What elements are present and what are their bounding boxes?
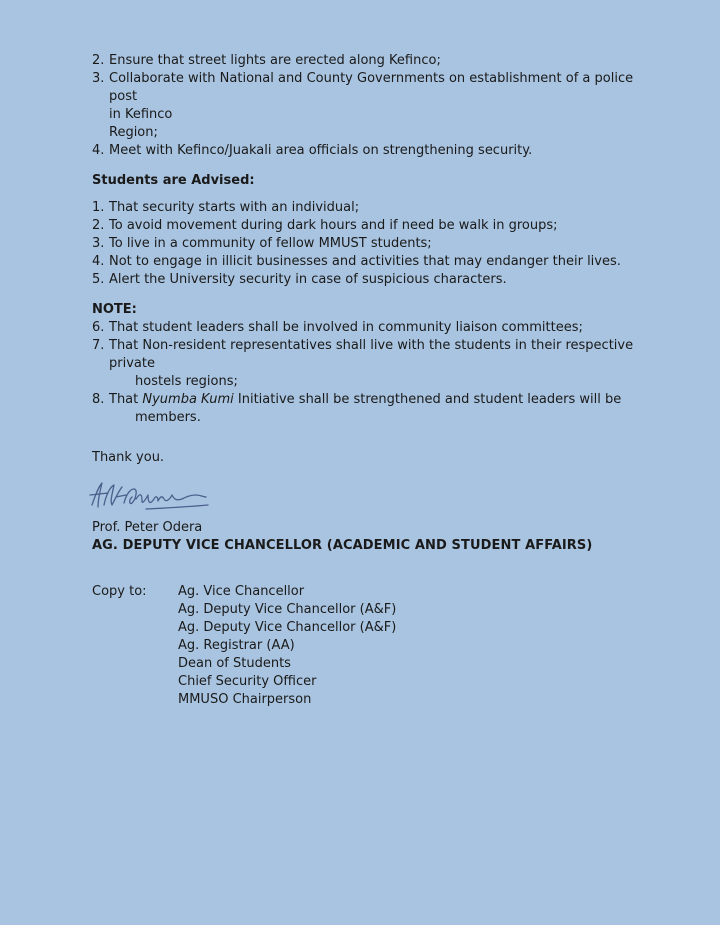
item-number: 3.	[92, 236, 105, 251]
item-text-italic: Nyumba Kumi	[142, 392, 234, 407]
list-item	[92, 271, 660, 289]
item-number: 2.	[92, 53, 105, 68]
list-item	[92, 391, 660, 427]
item-text: That security starts with an individual;	[109, 200, 360, 215]
copy-recipient: Dean of Students	[178, 656, 291, 671]
copy-to-label: Copy to:	[92, 584, 147, 599]
item-text-post: Initiative shall be strengthened and student leaders will be	[233, 392, 622, 407]
list-item	[92, 70, 660, 142]
advice-list	[92, 199, 660, 289]
note-heading: NOTE:	[92, 302, 137, 317]
item-number: 5.	[92, 272, 105, 287]
signature-image	[86, 475, 216, 515]
item-number: 4.	[92, 143, 105, 158]
letter-body	[92, 52, 660, 709]
list-item	[92, 253, 660, 271]
signer-title: AG. DEPUTY VICE CHANCELLOR (ACADEMIC AND STUDENT AFFAIRS)	[92, 538, 593, 553]
item-text-line: That Non-resident representatives shall live with the students in their respective private	[109, 338, 634, 371]
item-text: Meet with Kefinco/Juakali area officials on strengthening security.	[109, 143, 533, 158]
list-item	[92, 235, 660, 253]
copy-recipient: Chief Security Officer	[178, 674, 317, 689]
list-item	[92, 217, 660, 235]
signer-name: Prof. Peter Odera	[92, 520, 203, 535]
item-text: To avoid movement during dark hours and if need be walk in groups;	[109, 218, 558, 233]
item-text: Ensure that street lights are erected along Kefinco;	[109, 53, 441, 68]
copy-recipient: Ag. Vice Chancellor	[178, 584, 305, 599]
list-item	[92, 52, 660, 70]
list-item	[92, 319, 660, 337]
item-number: 2.	[92, 218, 105, 233]
item-text-line: in Kefinco	[109, 107, 173, 122]
item-number: 1.	[92, 200, 105, 215]
copy-recipient: MMUSO Chairperson	[178, 692, 312, 707]
note-list	[92, 319, 660, 427]
item-number: 7.	[92, 338, 105, 353]
item-text: To live in a community of fellow MMUST students;	[109, 236, 432, 251]
item-text-line	[109, 391, 660, 409]
list-item	[92, 199, 660, 217]
item-text: Alert the University security in case of suspicious characters.	[109, 272, 507, 287]
action-list	[92, 52, 660, 160]
copy-recipient: Ag. Deputy Vice Chancellor (A&F)	[178, 602, 397, 617]
item-number: 3.	[92, 71, 105, 86]
list-item	[92, 337, 660, 391]
copy-to-block	[92, 583, 660, 709]
item-text-pre: That	[109, 392, 143, 407]
list-item	[92, 142, 660, 160]
closing-text: Thank you.	[92, 450, 165, 465]
item-text: That student leaders shall be involved in community liaison committees;	[109, 320, 583, 335]
item-text-line: Region;	[109, 125, 158, 140]
copy-recipient-list	[178, 583, 660, 709]
copy-recipient: Ag. Deputy Vice Chancellor (A&F)	[178, 620, 397, 635]
advice-heading: Students are Advised:	[92, 173, 255, 188]
item-number: 6.	[92, 320, 105, 335]
item-text-line: members.	[135, 410, 201, 425]
item-text-line: Collaborate with National and County Governments on establishment of a police post	[109, 71, 634, 104]
item-number: 4.	[92, 254, 105, 269]
item-text-line: hostels regions;	[135, 374, 238, 389]
item-text: Not to engage in illicit businesses and activities that may endanger their lives.	[109, 254, 621, 269]
item-number: 8.	[92, 392, 105, 407]
copy-recipient: Ag. Registrar (AA)	[178, 638, 295, 653]
